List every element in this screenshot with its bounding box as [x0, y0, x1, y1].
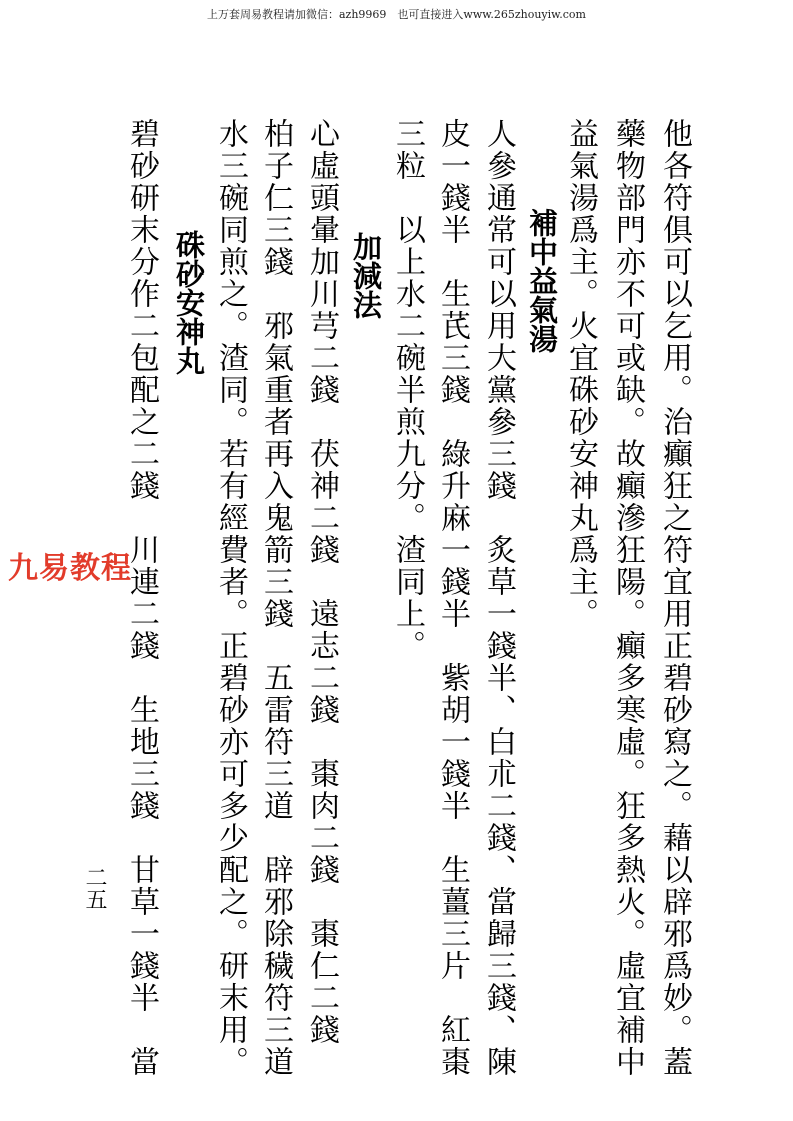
recipe-heading-buzhong-yiqi-tang: 補中益氣湯 [525, 208, 559, 353]
watermark: 九易教程 [8, 551, 132, 586]
text-column-9: 心虛頭暈加川芎二錢 茯神二錢 遠志二錢 棗肉二錢 棗仁二錢 [304, 118, 339, 1046]
text-column-1: 他各符俱可以乞用。治癲狂之符宜用正碧砂寫之。藉以辟邪爲妙。蓋 [657, 118, 692, 1078]
text-column-10: 柏子仁三錢 邪氣重者再入鬼箭三錢 五雷符三道 辟邪除穢符三道 [258, 118, 293, 1078]
section-heading-jiajian-fa: 加減法 [349, 232, 383, 319]
text-column-3: 益氣湯爲主。火宜硃砂安神丸爲主。 [563, 118, 598, 630]
page-number: 二五 [82, 866, 107, 910]
text-column-7: 三粒 以上水二碗半煎九分。渣同上。 [390, 118, 425, 662]
text-column-11: 水三碗同煎之。渣同。若有經費者。正碧砂亦可多少配之。研末用。 [213, 118, 248, 1078]
recipe-heading-zhusha-anshen-wan: 硃砂安神丸 [172, 230, 206, 375]
text-column-13: 碧砂研末分作二包配之二錢 川連二錢 生地三錢 甘草一錢半 當 [124, 118, 159, 1078]
text-column-5: 人參通常可以用大黨參三錢 炙草一錢半、白朮二錢、當歸三錢、陳 [481, 118, 516, 1078]
text-column-2: 藥物部門亦不可或缺。故癲滲狂陽。癲多寒虛。狂多熱火。虛宜補中 [610, 118, 645, 1078]
top-banner: 上万套周易教程请加微信：azh9969 也可直接进入www.265zhouyiw.com [206, 8, 586, 21]
text-column-6: 皮一錢半 生芪三錢 綠升麻一錢半 紫胡一錢半 生薑三片 紅棗 [435, 118, 470, 1078]
